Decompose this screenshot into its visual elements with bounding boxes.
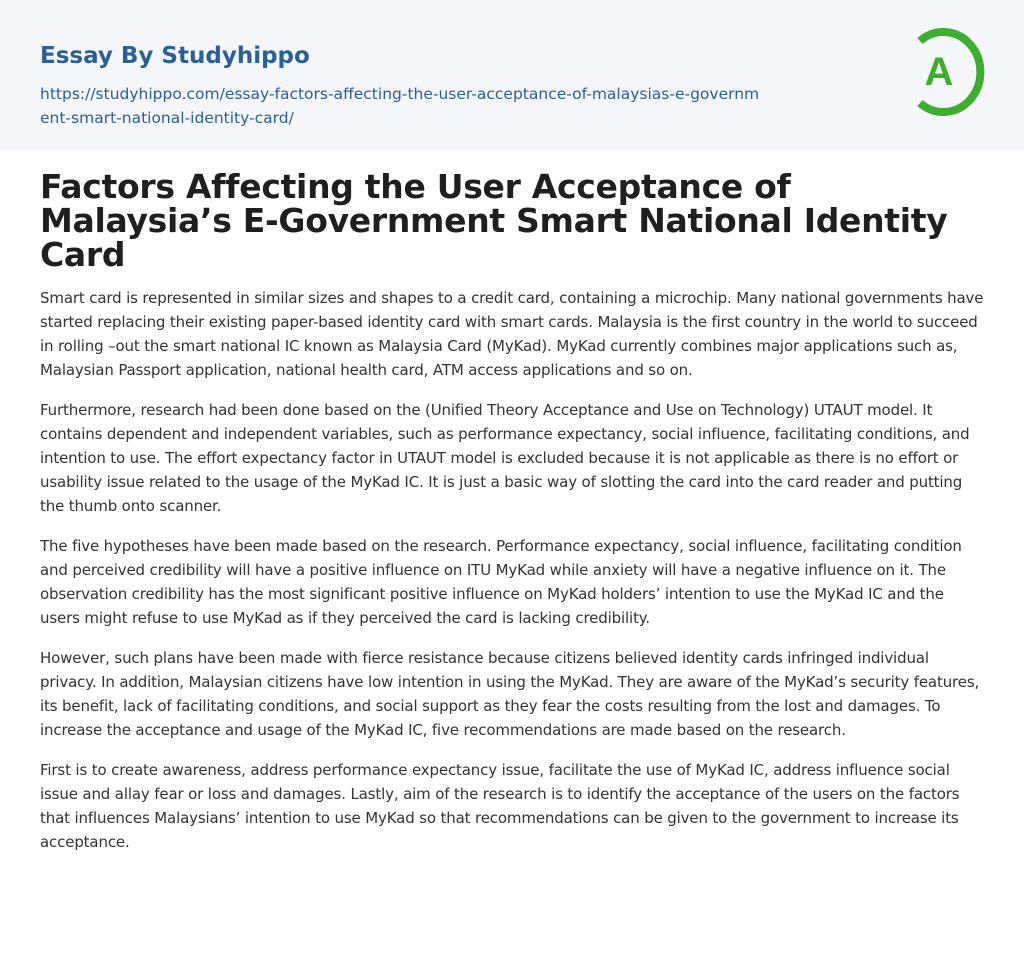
essay-paragraph-1: Smart card is represented in similar sizes and shapes to a credit card, containing a microchip. Many national governments have started replacing their existing paper-based identity card with smart cards. Malaysia is the first country in the world to succeed in rolling –out the smart national IC known as Malaysia Card (MyKad). MyKad currently combines major applications such as, Malaysian Passport application, national health card, ATM access applications and so on. (40, 289, 984, 379)
essay-title: Factors Affecting the User Acceptance of Malaysia’s E-Government Smart National Identity Card (40, 167, 948, 274)
logo-letter: A (924, 50, 954, 94)
essay-paragraph-5: First is to create awareness, address performance expectancy issue, facilitate the use of MyKad IC, address influence social issue and allay fear or loss and damages. Lastly, aim of the research is to identify the acceptance of the users on the factors that influences Malaysians’ intention to use MyKad so that recommendations can be given to the government to increase its acceptance. (40, 761, 960, 851)
brand-title[interactable]: Essay By Studyhippo (40, 43, 310, 69)
essay-paragraph-3: The five hypotheses have been made based on the research. Performance expectancy, social influence, facilitating condition and perceived credibility will have a positive influence on ITU MyKad while anxiety will have a negative influence on it. The observation credibility has the most significant positive influence on MyKad holders’ intention to use the MyKad IC and the users might refuse to use MyKad as if they perceived the card is lacking credibility. (40, 537, 962, 627)
essay-paragraph-4: However, such plans have been made with fierce resistance because citizens believed identity cards infringed individual privacy. In addition, Malaysian citizens have low intention in using the MyKad. They are aware of the MyKad’s security features, its benefit, lack of facilitating conditions, and social support as they fear the costs resulting from the lost and damages. To increase the acceptance and usage of the MyKad IC, five recommendations are made based on the research. (40, 649, 980, 739)
essay-url-link[interactable]: https://studyhippo.com/essay-factors-affecting-the-user-acceptance-of-malaysias-e-government-smart-national-identity-card/ (40, 85, 760, 127)
essay-paragraph-2: Furthermore, research had been done based on the (Unified Theory Acceptance and Use on Technology) UTAUT model. It contains dependent and independent variables, such as performance expectancy, social influence, facilitating conditions, and intention to use. The effort expectancy factor in UTAUT model is excluded because it is not applicable as there is no effort or usability issue related to the usage of the MyKad IC. It is just a basic way of slotting the card into the card reader and putting the thumb onto scanner. (40, 401, 970, 515)
essay-content (40, 167, 985, 870)
site-header (0, 0, 1024, 150)
studyhippo-logo-icon[interactable] (906, 28, 988, 116)
